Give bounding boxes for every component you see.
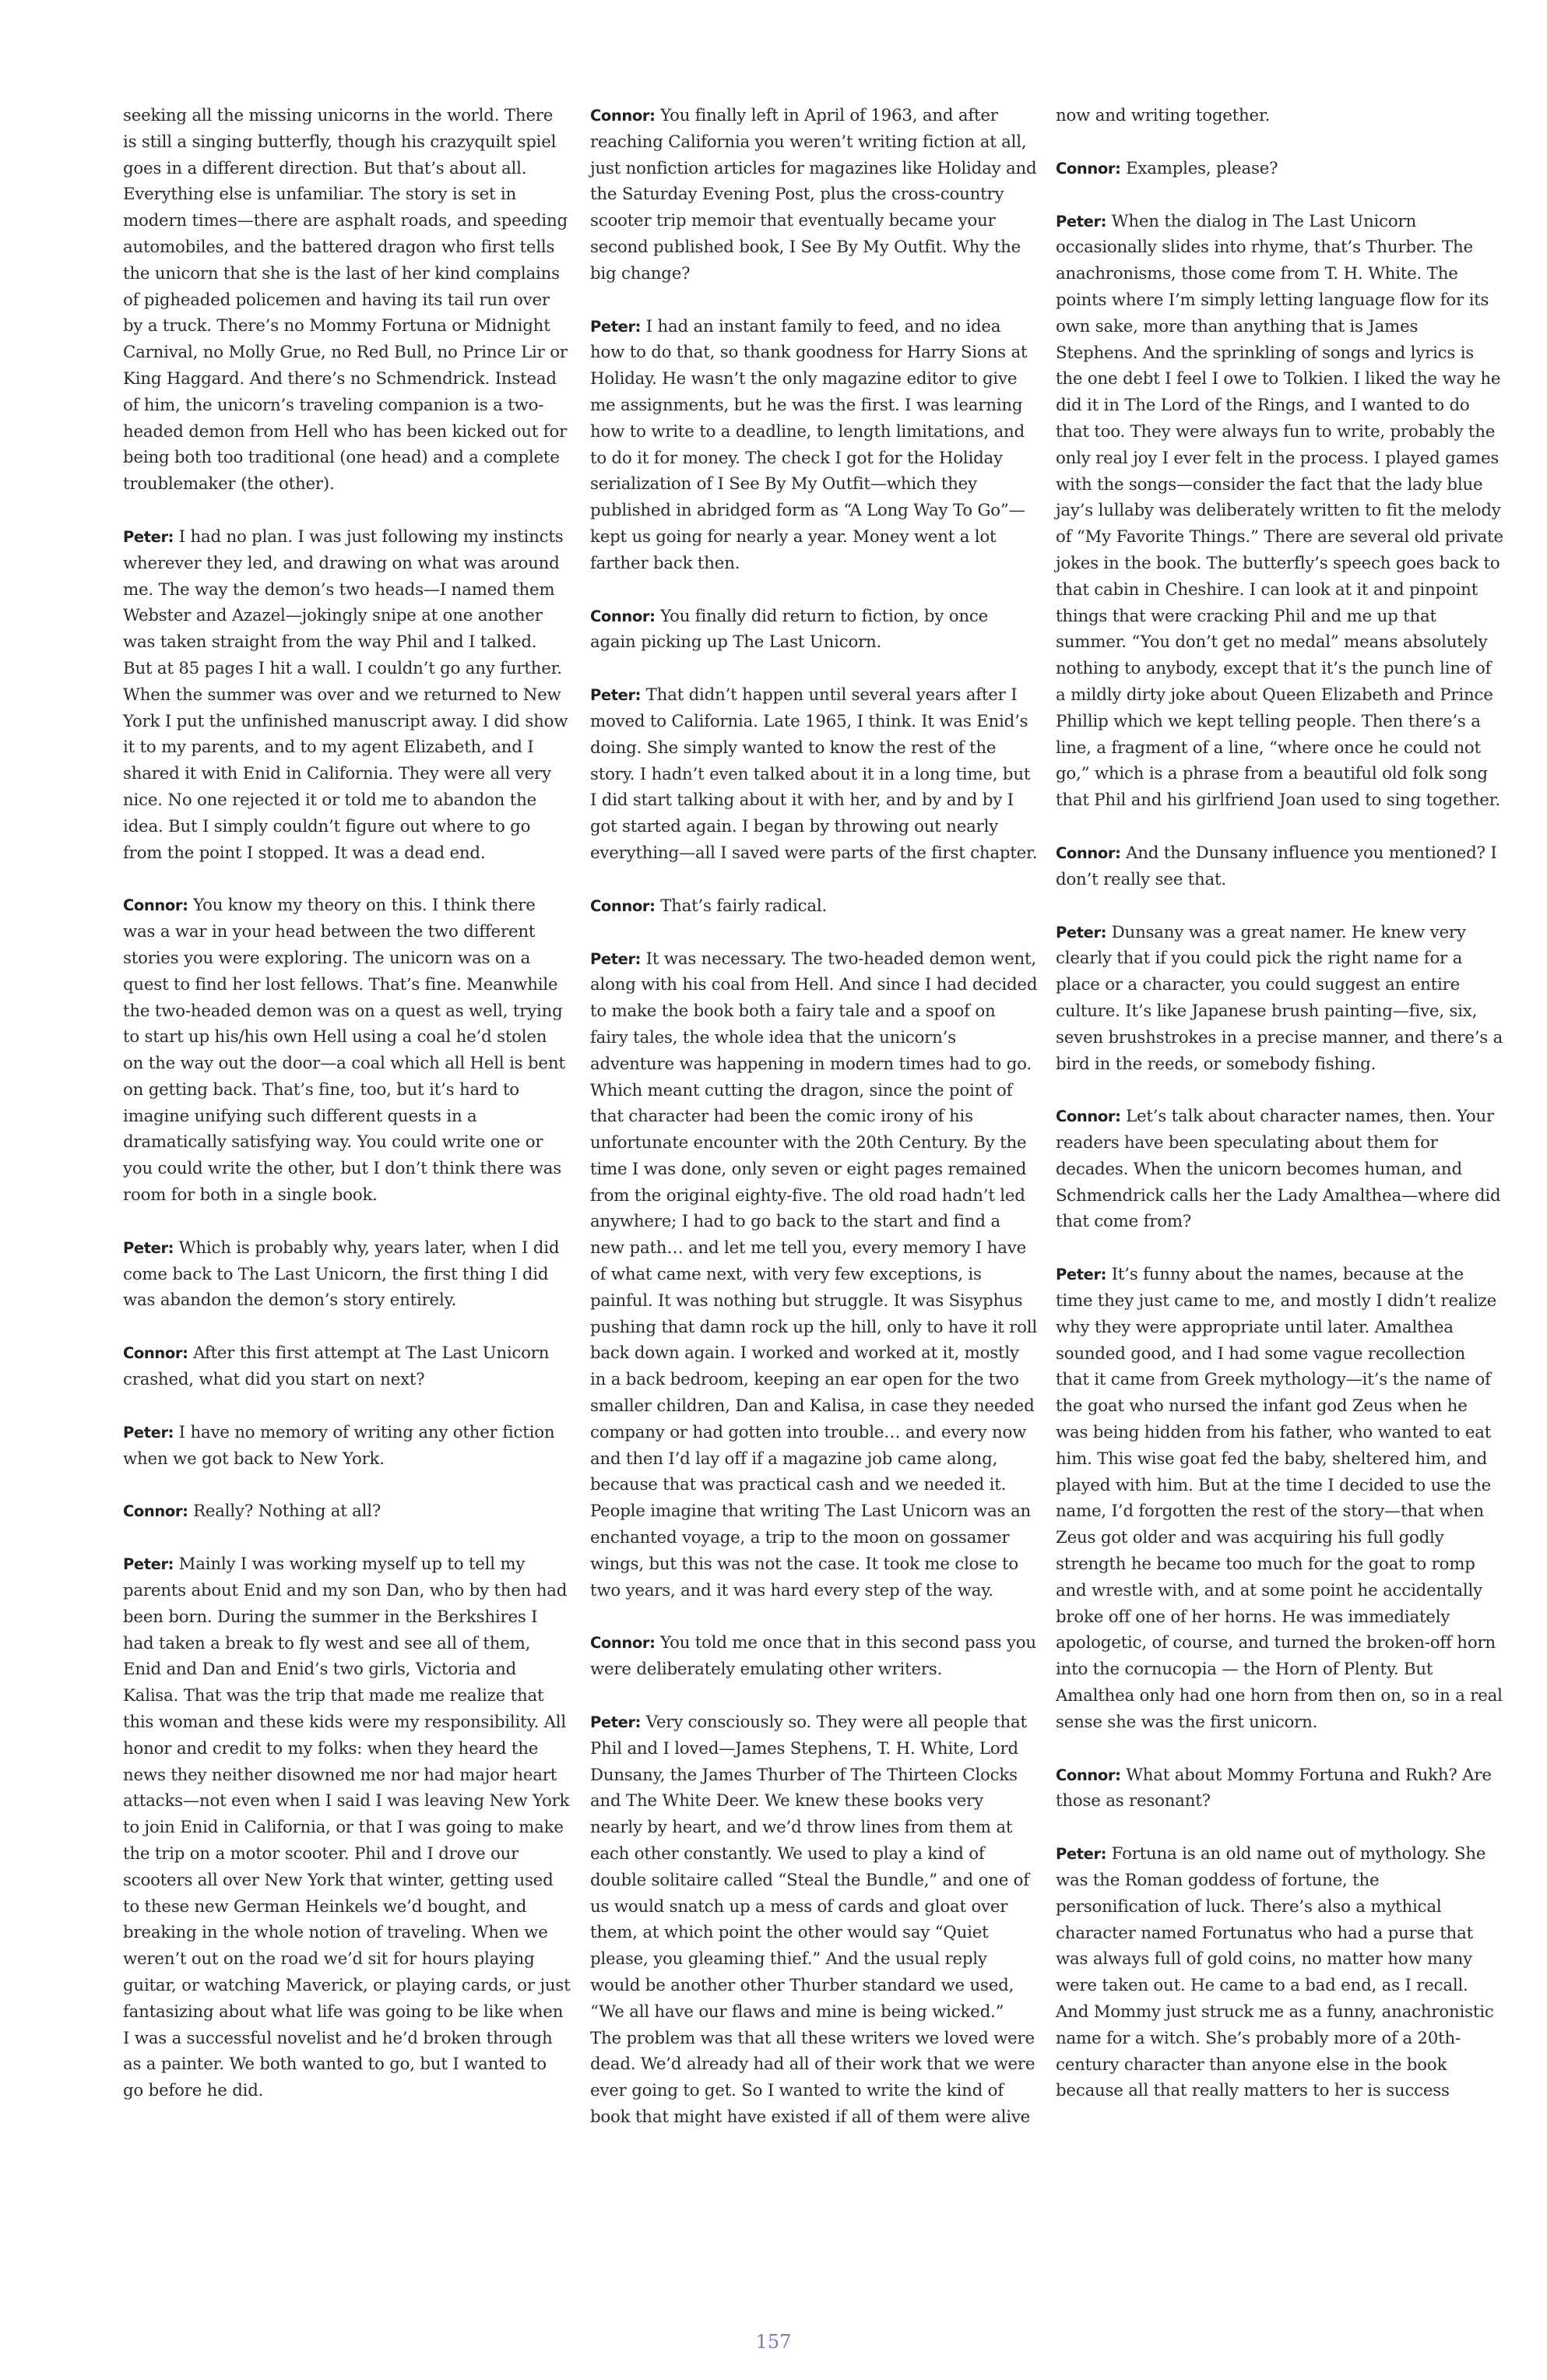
paragraph: [123, 1420, 571, 1473]
paragraph-text: I had an instant family to feed, and no idea how to do that, so thank goodness for Harry Sions at Holiday. He wasn’t the only magazine editor to give me assignments, but he was the first. I was learning how to write to a deadline, to length limitations, and to do it for money. The check I got for the Holiday serialization of I See By My Outfit—which they published in abridged form as “A Long Way To Go”—kept us going for nearly a year. Money went a lot farther back then.: [590, 316, 1028, 573]
paragraph: [1056, 1104, 1503, 1235]
paragraph: [123, 1551, 571, 2104]
speaker-label: Peter:: [123, 1238, 174, 1257]
speaker-label: Connor:: [1056, 1766, 1121, 1784]
speaker-label: Peter:: [1056, 1845, 1107, 1864]
speaker-label: Peter:: [590, 1713, 642, 1732]
speaker-label: Connor:: [123, 1344, 188, 1363]
paragraph: [590, 314, 1038, 577]
speaker-label: Connor:: [590, 1634, 656, 1653]
speaker-label: Connor:: [1056, 1107, 1121, 1126]
paragraph: [590, 946, 1038, 1604]
paragraph-text: And the Dunsany influence you mentioned? I don’t really see that.: [1056, 843, 1497, 889]
paragraph-text: Which is probably why, years later, when I did come back to The Last Unicorn, the first thing I did was abandon the demon’s story entirely.: [123, 1238, 560, 1311]
paragraph-text: That didn’t happen until several years after I moved to California. Late 1965, I think. It was Enid’s doing. She simply wanted to know the rest of the story. I hadn’t even talked about it in a long time, but I did start talking about it with her, and by and by I got started again. I began by throwing out nearly everything—all I saved were parts of the first chapter.: [590, 685, 1038, 863]
paragraph: [123, 1498, 571, 1525]
speaker-label: Peter:: [590, 949, 642, 968]
speaker-label: Peter:: [590, 317, 642, 336]
speaker-label: Peter:: [123, 527, 174, 546]
speaker-label: Connor:: [123, 896, 188, 915]
speaker-label: Peter:: [123, 1555, 174, 1574]
paragraph-text: now and writing together.: [1056, 106, 1271, 125]
speaker-label: Connor:: [123, 1502, 188, 1521]
speaker-label: Peter:: [590, 686, 642, 705]
paragraph-text: What about Mommy Fortuna and Rukh? Are those as resonant?: [1056, 1765, 1492, 1811]
paragraph-text: It was necessary. The two-headed demon went, along with his coal from Hell. And since I had decided to make the book both a fairy tale and a spoof on fairy tales, the whole idea that the unicorn’s adventure was happening in modern times had to go. Which meant cutting the dragon, since the point of that character had been the comic irony of his unfortunate encounter with the 20th Century. By the time I was done, only seven or eight pages remained from the original eighty-five. The old road hadn’t led anywhere; I had to go back to the start and find a new path… and let me tell you, every memory I have of what came next, with very few exceptions, is painful. It was nothing but struggle. It was Sisyphus pushing that damn rock up the hill, only to have it roll back down again. I worked and worked at it, mostly in a back bedroom, keeping an ear open for the two smaller children, Dan and Kalisa, in case they needed company or had gotten into trouble… and every now and then I’d lay off if a magazine job came along, because that was practical cash and we needed it. People imagine that writing The Last Unicorn was an enchanted voyage, a trip to the moon on gossamer wings, but this was not the case. It took me close to two years, and it was hard every step of the way.: [590, 949, 1038, 1600]
paragraph: [590, 1709, 1038, 2131]
column-1: [123, 103, 571, 2131]
paragraph: [123, 1235, 571, 1314]
paragraph: [1056, 209, 1503, 814]
paragraph-text: You finally did return to fiction, by once again picking up The Last Unicorn.: [590, 606, 989, 653]
paragraph-text: You finally left in April of 1963, and after reaching California you weren’t writing fiction at all, just nonfiction articles for magazines like Holiday and the Saturday Evening Post, plus the cross-country scooter trip memoir that eventually became your second published book, I See By My Outfit. Why the big change?: [590, 106, 1037, 283]
speaker-label: Peter:: [1056, 923, 1107, 942]
paragraph: [1056, 1762, 1503, 1815]
paragraph: [1056, 920, 1503, 1078]
paragraph-text: Let’s talk about character names, then. Your readers have been speculating about them for decades. When the unicorn becomes human, and Schmendrick calls her the Lady Amalthea—where did that come from?: [1056, 1107, 1501, 1232]
paragraph: [123, 892, 571, 1209]
paragraph: [123, 524, 571, 866]
paragraph-text: I had no plan. I was just following my instincts wherever they led, and drawing on what was around me. The way the demon’s two heads—I named them Webster and Azazel—jokingly snipe at one another was taken straight from the way Phil and I talked. But at 85 pages I hit a wall. I couldn’t go any further. When the summer was over and we returned to New York I put the unfinished manuscript away. I did show it to my parents, and to my agent Elizabeth, and I shared it with Enid in California. They were all very nice. No one rejected it or told me to abandon the idea. But I simply couldn’t figure out where to go from the point I stopped. It was a dead end.: [123, 526, 568, 863]
paragraph-text: You know my theory on this. I think there was a war in your head between the two different stories you were exploring. The unicorn was on a quest to find her lost fellows. That’s fine. Meanwhile the two-headed demon was on a quest as well, trying to start up his/his own Hell using a coal he’d stolen on the way out the door—a coal which all Hell is bent on getting back. That’s fine, too, but it’s hard to imagine unifying such different quests in a dramatically satisfying way. You could write one or you could write the other, but I don’t think there was room for both in a single book.: [123, 896, 565, 1206]
speaker-label: Connor:: [590, 607, 656, 625]
paragraph: [123, 1340, 571, 1393]
column-2: [590, 103, 1038, 2157]
paragraph: [590, 1630, 1038, 1683]
paragraph: [590, 604, 1038, 657]
speaker-label: Connor:: [1056, 843, 1121, 862]
paragraph: [1056, 1841, 1503, 2104]
paragraph: [123, 103, 571, 498]
paragraph: [590, 682, 1038, 867]
paragraph-text: Examples, please?: [1126, 158, 1278, 178]
paragraph: [590, 893, 1038, 920]
speaker-label: Connor:: [1056, 159, 1121, 178]
paragraph-text: That’s fairly radical.: [660, 896, 828, 916]
paragraph: [1056, 156, 1503, 182]
speaker-label: Connor:: [590, 896, 656, 915]
speaker-label: Peter:: [1056, 1266, 1107, 1284]
column-3: [1056, 103, 1503, 2131]
page-number: 157: [755, 2331, 792, 2353]
paragraph: [1056, 103, 1503, 129]
paragraph-text: I have no memory of writing any other fiction when we got back to New York.: [123, 1422, 555, 1469]
paragraph-text: Dunsany was a great namer. He knew very clearly that if you could pick the right name for a place or a character, you could suggest an entire culture. It’s like Japanese brush painting—five, six, seven brushstrokes in a precise manner, and there’s a bird in the reeds, or somebody fishing.: [1056, 922, 1503, 1074]
paragraph-text: After this first attempt at The Last Unicorn crashed, what did you start on next?: [123, 1343, 550, 1390]
paragraph-text: Fortuna is an old name out of mythology. She was the Roman goddess of fortune, the personification of luck. There’s also a mythical character named Fortunatus who had a purse that was always full of gold coins, no matter how many were taken out. He came to a bad end, as I recall. And Mommy just struck me as a funny, anachronistic name for a witch. She’s probably more of a 20th-century character than anyone else in the book because all that really matters to her is success: [1056, 1844, 1494, 2101]
paragraph: [1056, 1262, 1503, 1735]
paragraph-text: When the dialog in The Last Unicorn occasionally slides into rhyme, that’s Thurber. The anachronisms, those come from T. H. White. The points where I’m simply letting language flow for its own sake, more than anything that is James Stephens. And the sprinkling of songs and lyrics is the one debt I feel I owe to Tolkien. I liked the way he did it in The Lord of the Rings, and I wanted to do that too. They were always fun to write, probably the only real joy I ever felt in the process. I played games with the songs—consider the fact that the lady blue jay’s lullaby was deliberately written to fit the melody of “My Favorite Things.” There are several old private jokes in the book. The butterfly’s speech goes back to that cabin in Cheshire. I can look at it and pinpoint things that were cracking Phil and me up that summer. “You don’t get no medal” means absolutely nothing to anybody, except that it’s the punch line of a mildly dirty joke about Queen Elizabeth and Prince Phillip which we kept telling people. Then there’s a line, a fragment of a line, “where once he could not go,” which is a phrase from a beautiful old folk song that Phil and his girlfriend Joan used to sing together.: [1056, 211, 1503, 811]
paragraph-text: Really? Nothing at all?: [193, 1502, 381, 1522]
paragraph-text: seeking all the missing unicorns in the world. There is still a singing butterfly, though his crazyquilt spiel goes in a different direction. But that’s about all. Everything else is unfamiliar. The story is set in modern times—there are asphalt roads, and speeding automobiles, and the battered dragon who first tells the unicorn that she is the last of her kind complains of pigheaded policemen and having its tail run over by a truck. There’s no Mommy Fortuna or Midnight Carnival, no Molly Grue, no Red Bull, no Prince Lir or King Haggard. And there’s no Schmendrick. Instead of him, the unicorn’s traveling companion is a two-headed demon from Hell who has been kicked out for being both too traditional (one head) and a complete troublemaker (the other).: [123, 106, 568, 495]
paragraph-text: You told me once that in this second pass you were deliberately emulating other writers.: [590, 1633, 1036, 1680]
speaker-label: Peter:: [1056, 212, 1107, 231]
paragraph-text: Mainly I was working myself up to tell my parents about Enid and my son Dan, who by then had been born. During the summer in the Berkshires I had taken a break to fly west and see all of them, Enid and Dan and Enid’s two girls, Victoria and Kalisa. That was the trip that made me realize that this woman and these kids were my responsibility. All honor and credit to my folks: when they heard the news they neither disowned me nor had major heart attacks—not even when I said I was leaving New York to join Enid in California, or that I was going to make the trip on a motor scooter. Phil and I drove our scooters all over New York that winter, getting used to these new German Heinkels we’d bought, and breaking in the whole notion of traveling. When we weren’t out on the road we’d sit for hours playing guitar, or watching Maverick, or playing cards, or just fantasizing about what life was going to be like when I was a successful novelist and he’d broken through as a painter. We both wanted to go, but I wanted to go before he did.: [123, 1554, 571, 2101]
speaker-label: Connor:: [590, 107, 656, 125]
speaker-label: Peter:: [123, 1423, 174, 1442]
paragraph: [1056, 840, 1503, 893]
paragraph-text: It’s funny about the names, because at the time they just came to me, and mostly I didn’t realize why they were appropriate until later. Amalthea sounded good, and I had some vague recollection that it came from Greek mythology—it’s the name of the goat who nursed the infant god Zeus when he was being hidden from his father, who wanted to eat him. This wise goat fed the baby, sheltered him, and played with him. But at the time I decided to use the name, I’d forgotten the rest of the story—that when Zeus got older and was acquiring his full godly strength he became too much for the goat to romp and wrestle with, and at some point he accidentally broke off one of her horns. He was immediately apologetic, of course, and turned the broken-off horn into the cornucopia — the Horn of Plenty. But Amalthea only had one horn from then on, so in a real sense she was the first unicorn.: [1056, 1265, 1503, 1732]
paragraph-text: Very consciously so. They were all people that Phil and I loved—James Stephens, T. H. White, Lord Dunsany, the James Thurber of The Thirteen Clocks and The White Deer. We knew these books very nearly by heart, and we’d throw lines from them at each other constantly. We used to play a kind of double solitaire called “Steal the Bundle,” and one of us would snatch up a mess of cards and gloat over them, at which point the other would say “Quiet please, you gleaming thief.” And the usual reply would be another other Thurber standard we used, “We all have our flaws and mine is being wicked.” The problem was that all these writers we loved were dead. We’d already had all of their work that we were ever going to get. So I wanted to write the kind of book that might have existed if all of them were alive: [590, 1713, 1035, 2127]
paragraph: [590, 103, 1038, 287]
